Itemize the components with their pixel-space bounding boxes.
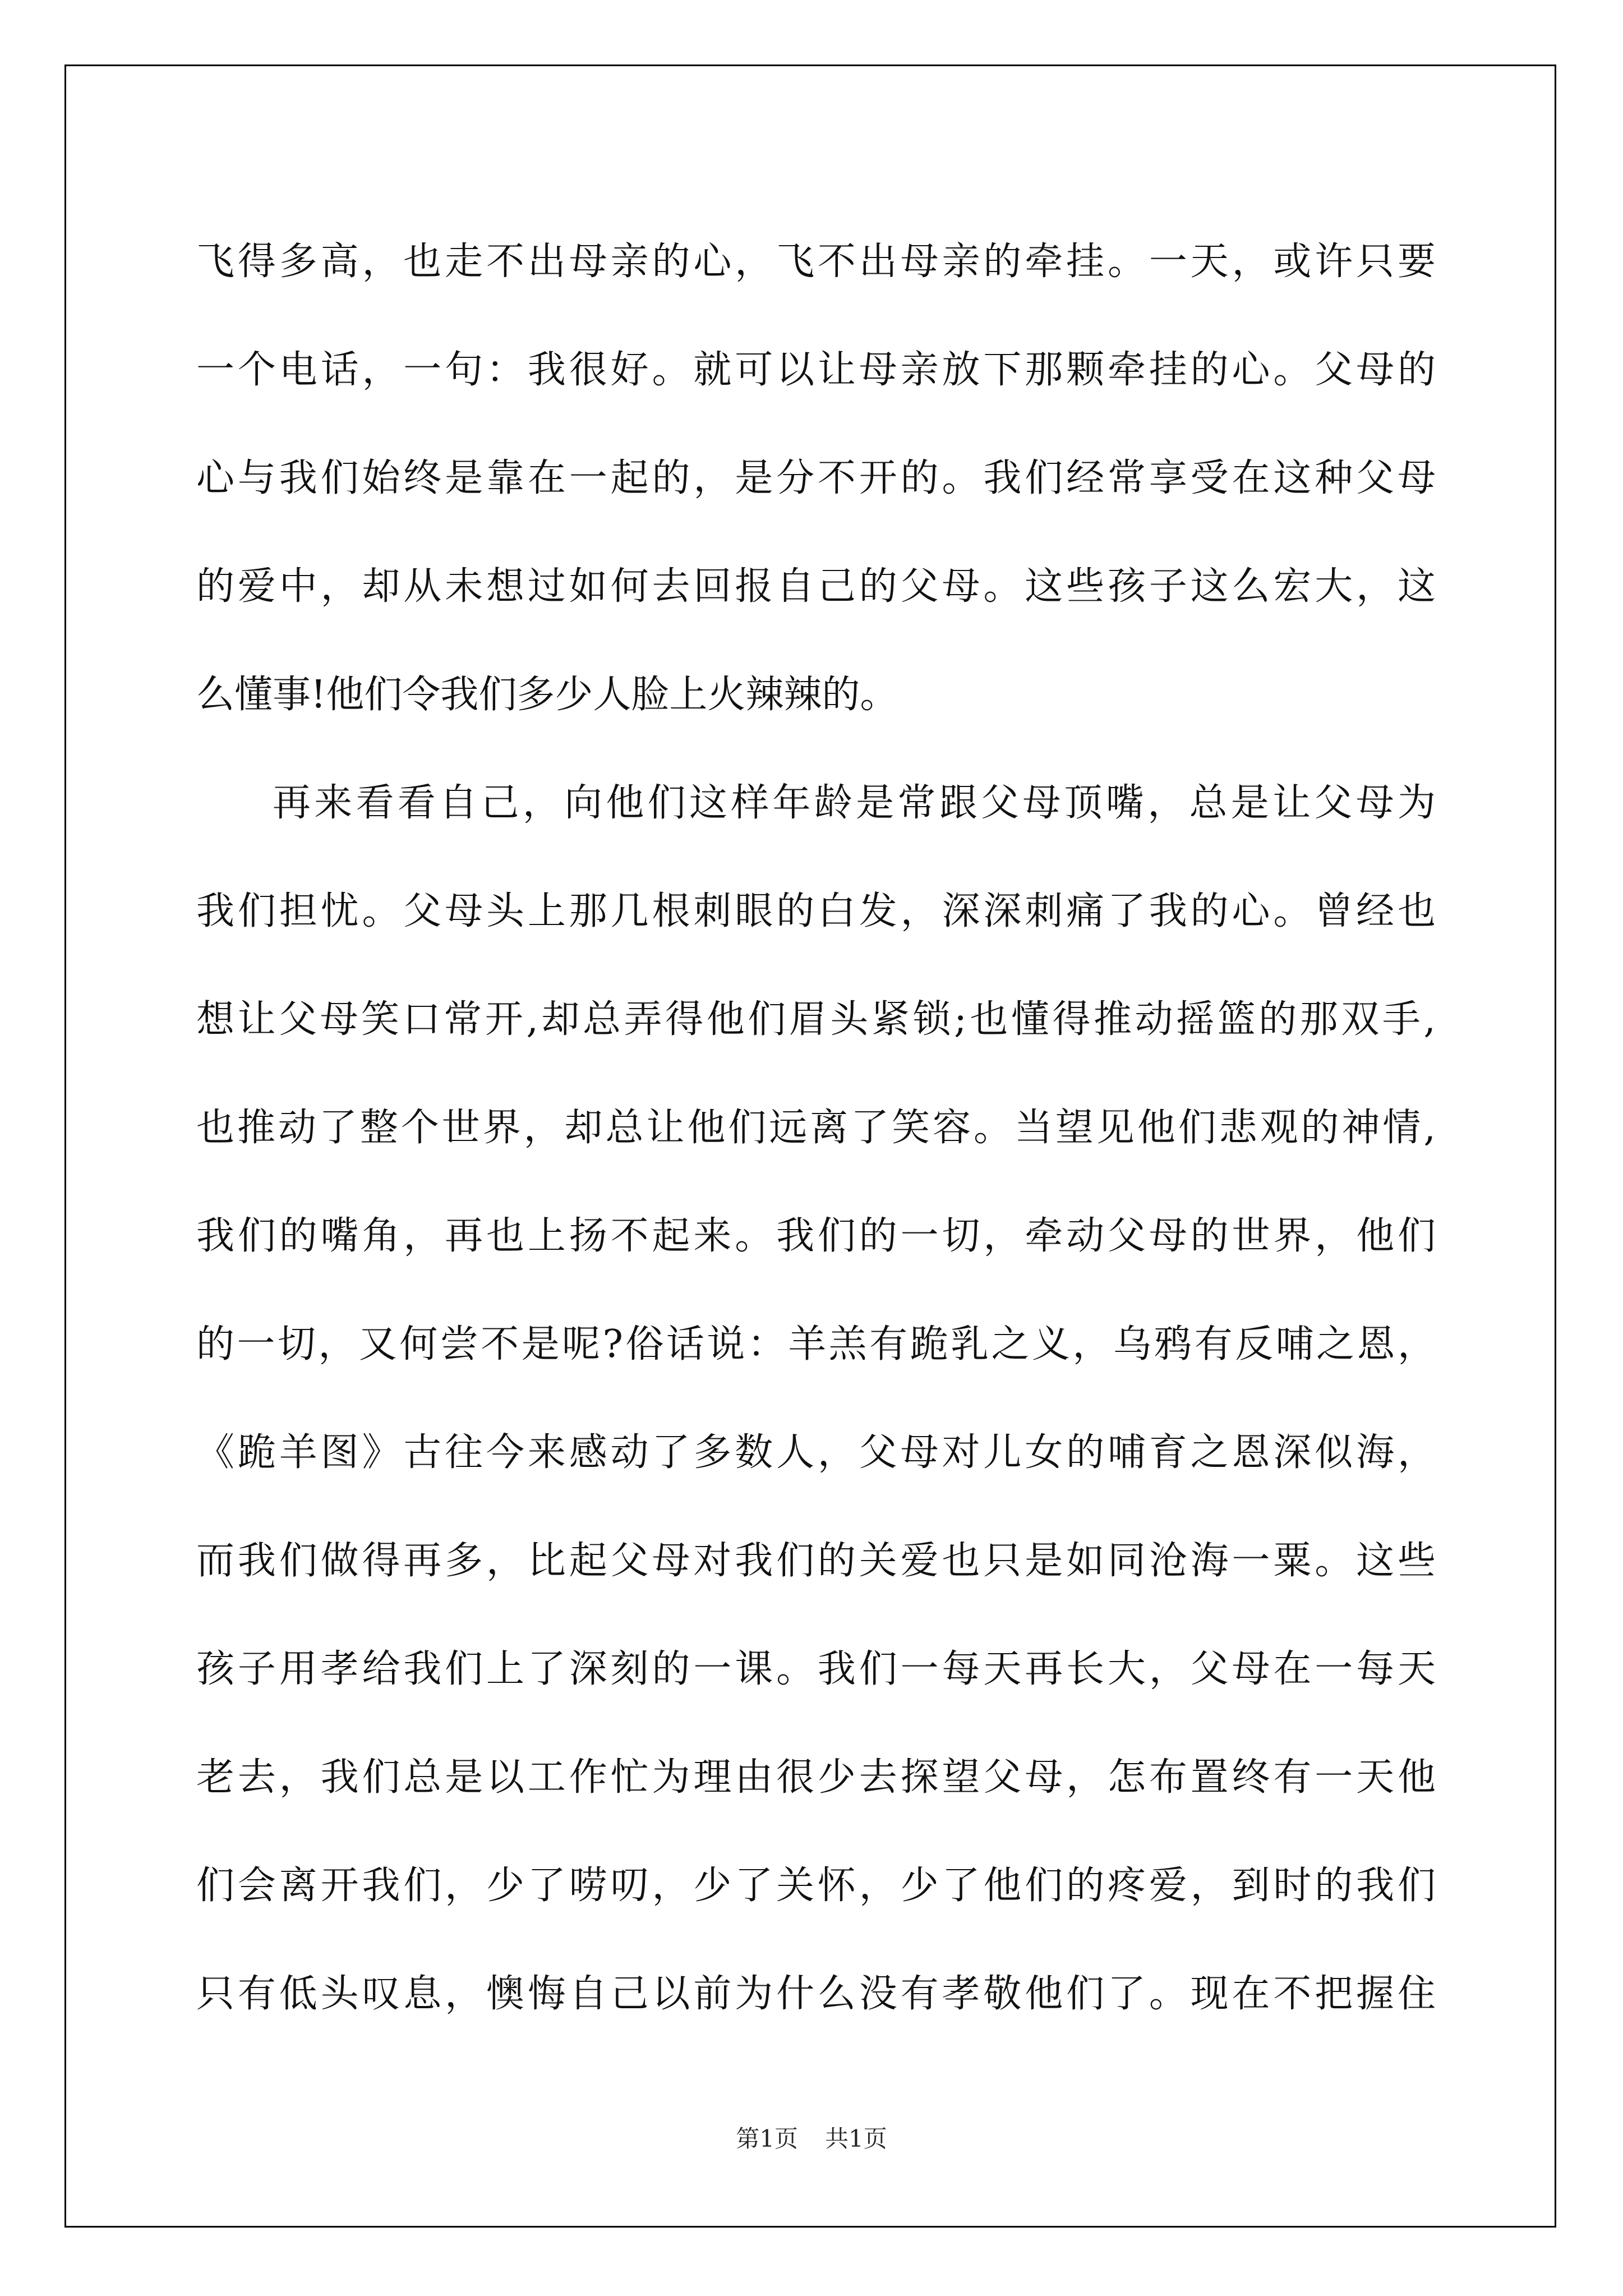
document-body xyxy=(196,208,1436,2048)
page-footer xyxy=(0,2120,1623,2154)
text-line: 的爱中，却从未想过如何去回报自己的父母。这些孩子这么宏大，这 xyxy=(196,564,1436,609)
text-line: 而我们做得再多，比起父母对我们的关爱也只是如同沧海一粟。这些 xyxy=(196,1539,1436,1583)
text-line: 也推动了整个世界，却总让他们远离了笑容。当望见他们悲观的神情, xyxy=(196,1106,1436,1150)
page-number: 第1页 xyxy=(736,2125,798,2152)
text-line: 孩子用孝给我们上了深刻的一课。我们一每天再长大，父母在一每天 xyxy=(196,1647,1436,1691)
text-line: 心与我们始终是靠在一起的，是分不开的。我们经常享受在这种父母 xyxy=(196,456,1436,500)
text-line: 《跪羊图》古往今来感动了多数人，父母对儿女的哺育之恩深似海， xyxy=(196,1430,1436,1475)
text-line: 想让父母笑口常开,却总弄得他们眉头紧锁;也懂得推动摇篮的那双手, xyxy=(196,997,1436,1042)
page-total: 共1页 xyxy=(825,2125,887,2152)
text-line: 我们的嘴角，再也上扬不起来。我们的一切，牵动父母的世界，他们 xyxy=(196,1214,1436,1258)
text-line: 老去，我们总是以工作忙为理由很少去探望父母，怎布置终有一天他 xyxy=(196,1755,1436,1800)
text-line: 么懂事!他们令我们多少人脸上火辣辣的。 xyxy=(196,673,898,717)
text-line: 们会离开我们，少了唠叨，少了关怀，少了他们的疼爱，到时的我们 xyxy=(196,1864,1436,1908)
text-line: 我们担忧。父母头上那几根刺眼的白发，深深刺痛了我的心。曾经也 xyxy=(196,889,1436,933)
text-line: 只有低头叹息，懊悔自己以前为什么没有孝敬他们了。现在不把握住 xyxy=(196,1972,1436,2016)
text-line: 飞得多高，也走不出母亲的心，飞不出母亲的牵挂。一天，或许只要 xyxy=(196,240,1436,284)
text-line: 再来看看自己，向他们这样年龄是常跟父母顶嘴，总是让父母为 xyxy=(273,781,1436,825)
text-line: 一个电话，一句：我很好。就可以让母亲放下那颗牵挂的心。父母的 xyxy=(196,348,1436,392)
text-line: 的一切，又何尝不是呢?俗话说：羊羔有跪乳之义，乌鸦有反哺之恩， xyxy=(196,1322,1436,1366)
